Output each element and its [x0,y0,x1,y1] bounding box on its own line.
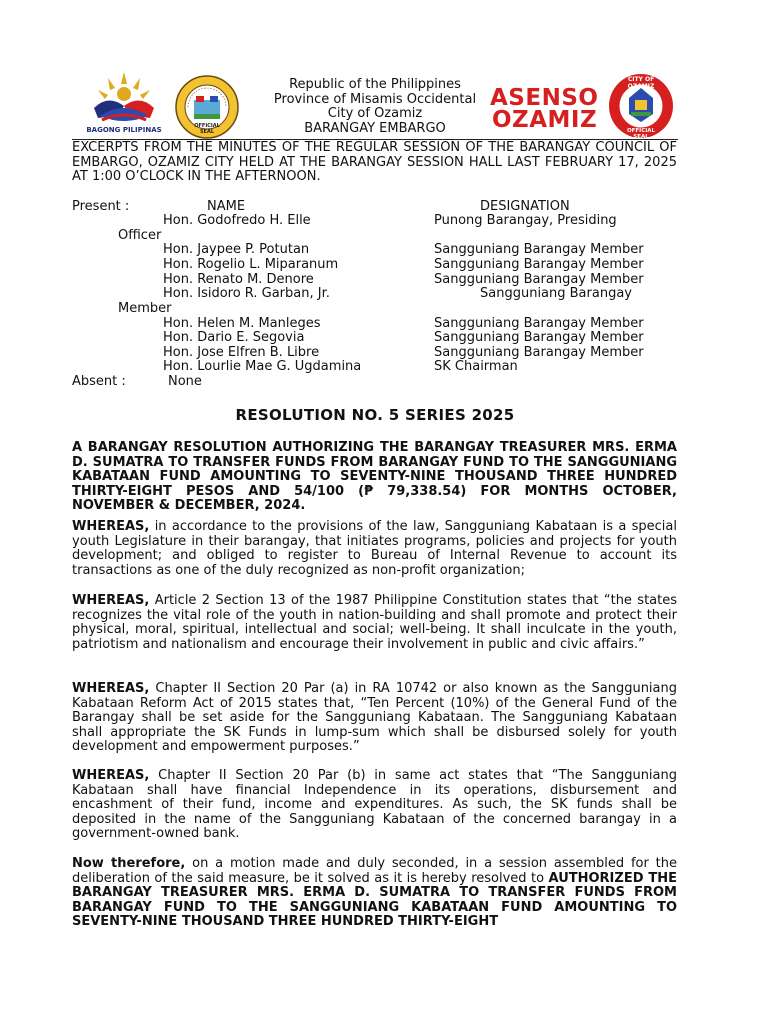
now-therefore-resolution: AUTHORIZED THE BARANGAY TREASURER MRS. ERMA D. SUMATRA TO TRANSFER FUNDS FROM BARANGAY FUND TO THE SANGGUNIANG KABATAAN FUND AMOUNTING TO SEVENTY-NINE THOUSAND THREE HUNDRED THIRTY-EIGHT [72,870,677,930]
bagong-pilipinas-logo [88,70,160,136]
barangay-embargo-seal [174,74,240,140]
letterhead-line-3: City of Ozamiz [327,106,423,122]
member-designation: Sangguniang Barangay Member [434,242,644,257]
resolution-title: RESOLUTION NO. 5 SERIES 2025 [235,406,515,424]
resolution-heading: A BARANGAY RESOLUTION AUTHORIZING THE BARANGAY TREASURER MRS. ERMA D. SUMATRA TO TRANSFER FUNDS FROM BARANGAY FUND TO THE SANGGUNIANG KABATAAN FUND AMOUNTING TO SEVENTY-NINE THOUSAND THREE HUNDRED THIRTY-EIGHT PESOS AND 54/100 (₱ 79,338.54) FOR MONTHS OCTOBER, NOVEMBER & DECEMBER, 2024. [72,440,677,514]
whereas-text: Chapter II Section 20 Par (a) in RA 10742 or also known as the Sangguniang Kabataan Reform Act of 2015 states that, “Ten Percent (10%) of the General Fund of the Barangay shall be set aside for the Sangguniang Kabataan. The Sangguniang Kabataan shall appropriate the SK Funds in lump-sum which shall be disbursed solely for youth development and empowerment purposes.” [72,681,677,755]
member-designation: Sangguniang Barangay Member [434,316,644,331]
member-designation: Sangguniang Barangay Member [434,345,644,360]
member-name: Hon. Rogelio L. Miparanum [163,257,339,272]
whereas-text: in accordance to the provisions of the law, Sangguniang Kabataan is a special youth Legislature in their barangay, that initiates programs, policies and projects for youth development; and obliged to register to Bureau of Internal Revenue to account its transactions as one of the duly recognized as non-profit organization; [72,519,677,578]
member-designation: SK Chairman [434,359,518,374]
absent-label: Absent : [72,374,126,389]
whereas-clause [72,682,677,755]
member-name: Hon. Lourlie Mae G. Ugdamina [163,359,362,374]
embargo-seal-bottom-text: OFFICIAL SEAL [194,123,220,135]
letterhead-line-2: Province of Misamis Occidental [273,91,477,107]
whereas-clause [72,520,677,578]
member-designation: Sangguniang Barangay Member [434,272,644,287]
now-therefore-lead: Now therefore, [72,856,186,871]
member-name: Hon. Dario E. Segovia [163,330,305,345]
ozamiz-seal-bottom-text: OFFICIAL SEAL [626,128,656,140]
whereas-text: Chapter II Section 20 Par (b) in same act states that “The Sangguniang Kabataan shall have financial Independence in its operations, disbursement and encashment of their fund, income and expenditures. As such, the SK funds shall be deposited in the name of the Sangguniang Kabataan of the concerned barangay in a government-owned bank. [72,768,677,842]
member-name: Hon. Jaypee P. Potutan [163,242,310,257]
whereas-lead: WHEREAS, [72,681,150,696]
whereas-text: Article 2 Section 13 of the 1987 Philippine Constitution states that “the states recognizes the vital role of the youth in nation-building and shall promote and protect their physical, moral, spiritual, intellectual and social; well-being. It shall inculcate in the youth, patriotism and nationalism and encourage their involvement in public and civic affairs.” [72,593,677,652]
minutes-intro: EXCERPTS FROM THE MINUTES OF THE REGULAR SESSION OF THE BARANGAY COUNCIL OF EMBARGO, OZAMIZ CITY HELD AT THE BARANGAY SESSION HALL LAST FEBRUARY 17, 2025 AT 1:00 O’CLOCK IN THE AFTERNOON. [72,140,677,185]
ozamiz-seal-top-text: CITY OF OZAMIZ [627,76,655,90]
whereas-clause [72,594,677,652]
whereas-lead: WHEREAS, [72,519,150,534]
city-of-ozamiz-seal [605,72,677,140]
designation-continuation: Member [118,301,172,316]
asenso-text: ASENSO [490,85,599,111]
member-name: Hon. Godofredo H. Elle [163,213,311,228]
now-therefore-clause [72,857,677,930]
letterhead-line-4: BARANGAY EMBARGO [304,120,446,136]
letterhead [248,78,502,136]
member-name: Hon. Jose Elfren B. Libre [163,345,320,360]
member-name: Hon. Renato M. Denore [163,272,314,287]
whereas-clause [72,769,677,842]
letterhead-line-1: Republic of the Philippines [289,77,461,92]
member-name: Hon. Helen M. Manleges [163,316,321,331]
whereas-lead: WHEREAS, [72,768,150,783]
whereas-lead: WHEREAS, [72,593,150,608]
absent-value: None [168,374,202,389]
member-name: Hon. Isidoro R. Garban, Jr. [163,286,330,301]
member-designation: Sangguniang Barangay Member [434,257,644,272]
name-column-header: NAME [207,199,246,214]
now-therefore-text: on a motion made and duly seconded, in a session assembled for the deliberation of the said measure, be it solved as it is hereby resolved to [72,856,677,886]
ozamiz-text: OZAMIZ [492,107,598,133]
designation-column-header: DESIGNATION [480,199,570,214]
member-designation: Sangguniang Barangay [480,286,632,301]
member-designation: Punong Barangay, Presiding [434,213,617,228]
member-designation: Sangguniang Barangay Member [434,330,644,345]
present-label: Present : [72,199,130,214]
bagong-pilipinas-text: BAGONG PILIPINAS [86,126,162,134]
designation-continuation: Officer [118,228,162,243]
asenso-ozamiz-logo [490,86,602,134]
